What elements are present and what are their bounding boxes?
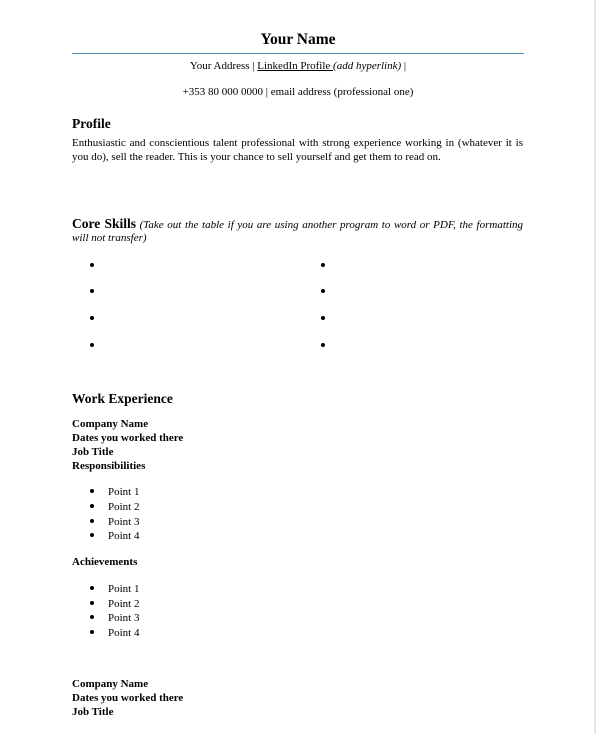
bullet-icon: [90, 630, 94, 634]
achievement-item: Point 2: [90, 597, 139, 612]
core-skills-heading: Core Skills: [72, 216, 137, 231]
skill-bullet: [90, 343, 94, 347]
skill-bullet: [321, 343, 325, 347]
company-name: Company Name: [72, 678, 149, 690]
skill-bullet: [90, 263, 94, 267]
address-text: Your Address |: [189, 60, 258, 72]
achievement-item: Point 3: [90, 611, 139, 626]
responsibility-item: Point 1: [90, 485, 139, 500]
core-skills-note: (Take out the table if you are using another program to word or PDF, the formatting will not transfer): [72, 219, 524, 244]
achievement-item: Point 1: [90, 582, 139, 597]
achievements-label: Achievements: [72, 556, 138, 568]
bullet-icon: [90, 601, 94, 605]
job-title: Job Title: [72, 706, 114, 718]
profile-text: Enthusiastic and conscientious talent professional with strong experience working in (whatever it is you do), sell the reader. This is your chance to sell yourself and get them to read on.: [72, 137, 523, 163]
bullet-icon: [90, 519, 94, 523]
work-dates: Dates you worked there: [72, 692, 184, 704]
hyperlink-note: (add hyperlink): [333, 60, 402, 72]
bullet-icon: [90, 586, 94, 590]
responsibilities-label: Responsibilities: [72, 460, 146, 472]
bullet-icon: [90, 615, 94, 619]
contact-separator: |: [401, 60, 407, 72]
responsibility-item: Point 4: [90, 529, 139, 544]
contact-line-1: [0, 60, 596, 73]
skill-bullet: [321, 316, 325, 320]
skill-bullet: [321, 289, 325, 293]
bullet-icon: [90, 533, 94, 537]
responsibility-item: Point 2: [90, 500, 139, 515]
core-skills-heading-block: [72, 217, 523, 245]
work-experience-heading: Work Experience: [72, 391, 173, 406]
resume-name: Your Name: [260, 31, 336, 48]
linkedin-link[interactable]: LinkedIn Profile: [257, 60, 334, 72]
responsibility-item: Point 3: [90, 515, 139, 530]
skill-bullet: [90, 289, 94, 293]
company-name: Company Name: [72, 418, 149, 430]
header-divider: [72, 53, 524, 54]
skill-bullet: [90, 316, 94, 320]
skill-bullet: [321, 263, 325, 267]
work-dates: Dates you worked there: [72, 432, 184, 444]
contact-line-2: +353 80 000 0000 | email address (professional one): [182, 86, 414, 98]
bullet-icon: [90, 504, 94, 508]
job-title: Job Title: [72, 446, 114, 458]
achievement-item: Point 4: [90, 626, 139, 641]
profile-heading: Profile: [72, 116, 111, 131]
bullet-icon: [90, 489, 94, 493]
